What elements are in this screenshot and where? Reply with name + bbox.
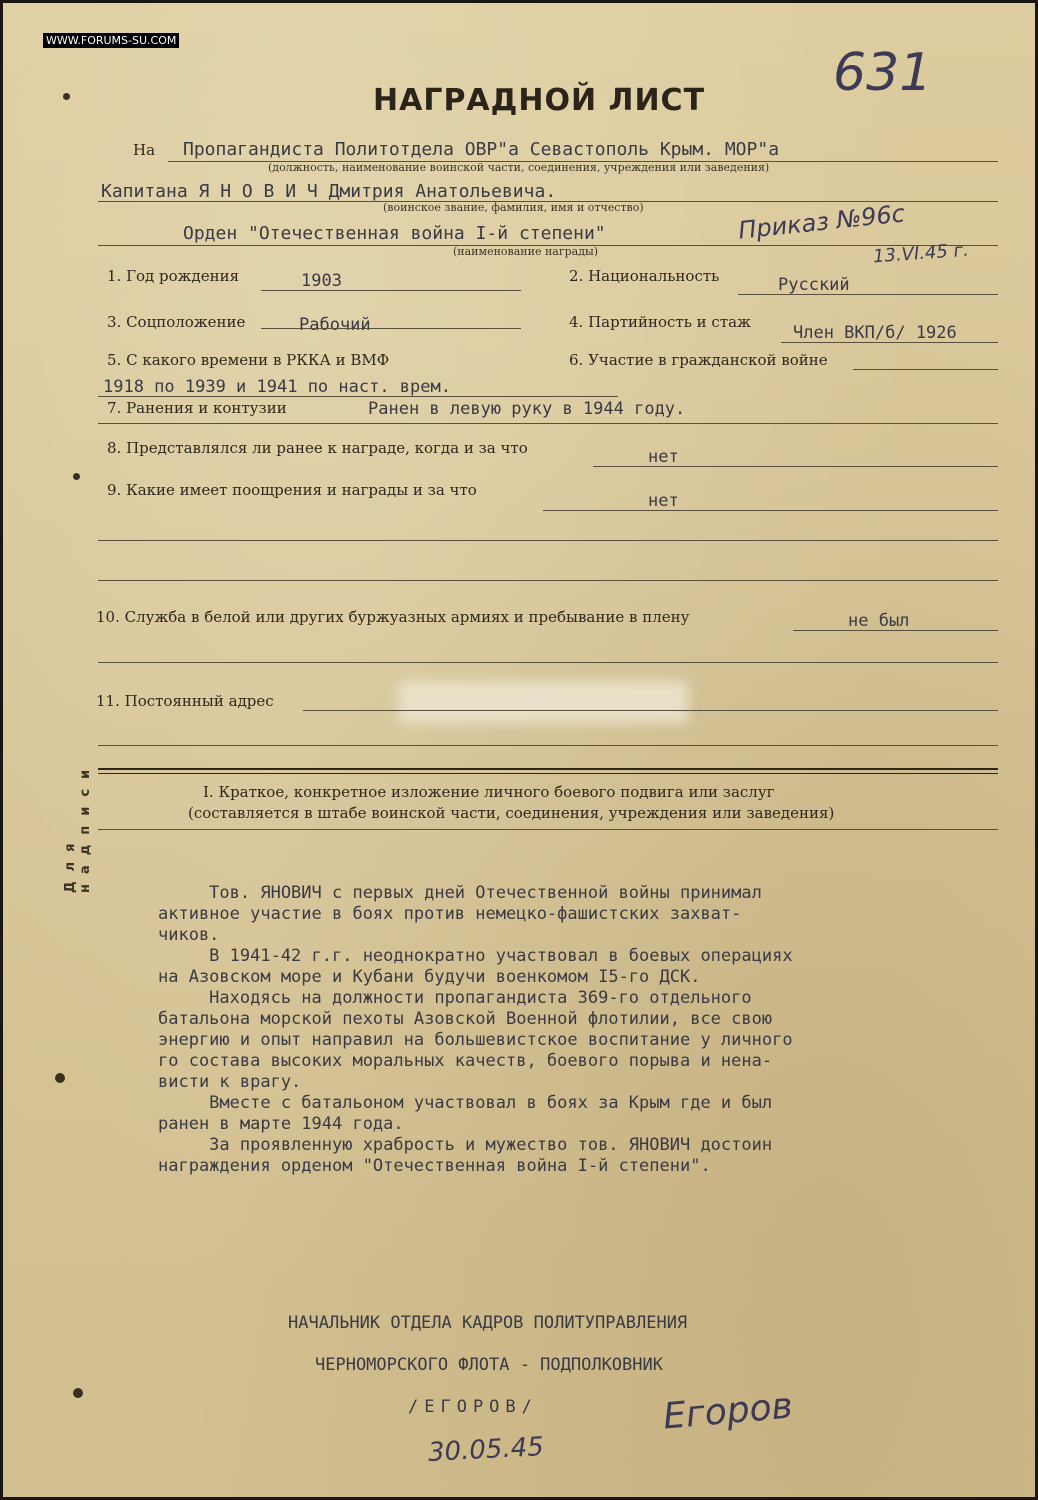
side-label <box>63 603 93 903</box>
signature-line-3: /ЕГОРОВ/ <box>408 1397 538 1417</box>
field-11-label: 11. Постоянный адрес <box>96 692 274 710</box>
field-3-label: 3. Соцположение <box>107 313 246 331</box>
award-caption: (наименование награды) <box>453 245 599 258</box>
field-4-label: 4. Партийность и стаж <box>569 313 751 331</box>
name-value: Капитана Я Н О В И Ч Дмитрия Анатольевича. <box>101 181 557 202</box>
position-caption: (должность, наименование воинской части, соединения, учреждения или заведения) <box>268 161 770 174</box>
signature-line-2: ЧЕРНОМОРСКОГО ФЛОТА - ПОДПОЛКОВНИК <box>315 1355 663 1375</box>
section-subheading: (составляется в штабе воинской части, соединения, учреждения или заведения) <box>188 804 835 822</box>
field-10-value: не был <box>848 611 910 631</box>
field-7-value: Ранен в левую руку в 1944 году. <box>368 399 686 419</box>
side-label-text: Для надписи <box>63 759 93 893</box>
name-caption: (воинское звание, фамилия, имя и отчество) <box>383 201 644 214</box>
order-note: Приказ №96с <box>736 199 907 245</box>
field-1-label: 1. Год рождения <box>107 267 240 285</box>
merit-description: Тов. ЯНОВИЧ с первых дней Отечественной войны принимал активное участие в боях против немецко-фашистских захват- чиков. В 1941-42 г.г. неоднократно участвовал в боевых операциях на Азовском море и Кубани будучи военкомом I5-го ДСК. Находясь на должности пропагандиста 369-го отдельного батальона морской пехоты Азовской Военной флотилии, все свою энергию и опыт направил на большевистское воспитание у личного го состава высоких моральных качеств, боевого порыва и нена- висти к врагу. Вместе с батальоном участвовал в боях за Крым где и был ранен в марте 1944 года. За проявленную храбрость и мужество тов. ЯНОВИЧ достоин награждения орденом "Отечественная война I-й степени". <box>158 883 793 1176</box>
field-3-value: Рабочий <box>299 315 371 335</box>
autograph: Егоров <box>661 1385 795 1438</box>
field-2-label: 2. Национальность <box>569 267 720 285</box>
field-5-label: 5. С какого времени в РККА и ВМФ <box>107 351 390 369</box>
field-2-value: Русский <box>778 275 850 295</box>
watermark: WWW.FORUMS-SU.COM <box>43 33 179 48</box>
field-1-value: 1903 <box>301 271 342 291</box>
field-9-label: 9. Какие имеет поощрения и награды и за что <box>107 481 477 499</box>
archive-number: 631 <box>833 43 933 103</box>
redacted-address <box>398 681 688 723</box>
field-6-label: 6. Участие в гражданской войне <box>569 351 828 369</box>
field-4-value: Член ВКП/б/ 1926 <box>793 323 957 343</box>
field-10-label: 10. Служба в белой или других буржуазных армиях и пребывание в плену <box>96 608 690 626</box>
document-title: НАГРАДНОЙ ЛИСТ <box>373 83 706 118</box>
field-5-value: 1918 по 1939 и 1941 по наст. врем. <box>103 377 451 397</box>
signature-line-1: НАЧАЛЬНИК ОТДЕЛА КАДРОВ ПОЛИТУПРАВЛЕНИЯ <box>288 1313 688 1333</box>
field-9-value: нет <box>648 491 679 511</box>
award-value: Орден "Отечественная война I-й степени" <box>183 223 606 244</box>
date-note: 30.05.45 <box>427 1431 545 1469</box>
field-8-label: 8. Представлялся ли ранее к награде, когда и за что <box>107 439 528 457</box>
na-label: На <box>133 141 156 159</box>
field-8-value: нет <box>648 447 679 467</box>
position-value: Пропагандиста Политотдела ОВР"а Севастополь Крым. МОР"а <box>183 139 780 160</box>
section-heading: I. Краткое, конкретное изложение личного боевого подвига или заслуг <box>203 783 775 801</box>
field-7-label: 7. Ранения и контузии <box>107 399 287 417</box>
order-date: 13.VI.45 г. <box>872 239 970 268</box>
